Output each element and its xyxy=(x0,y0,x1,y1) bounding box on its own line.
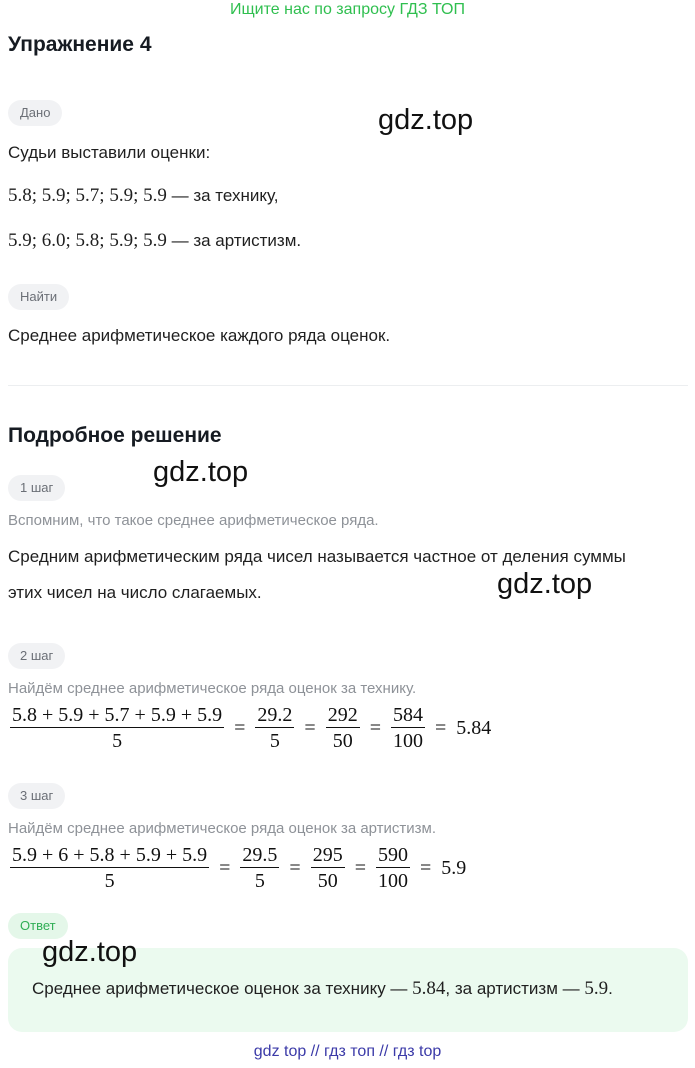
artistry-scores: 5.9; 6.0; 5.8; 5.9; 5.9 xyxy=(8,230,167,251)
promo-banner[interactable]: Ищите нас по запросу ГДЗ ТОП xyxy=(230,1,465,18)
fraction-numerator: 295 xyxy=(312,844,343,866)
given-row-technique xyxy=(8,185,279,207)
fraction-numerator: 5.8 + 5.9 + 5.7 + 5.9 + 5.9 xyxy=(12,704,223,726)
answer-suffix: . xyxy=(608,979,613,998)
section-divider xyxy=(8,385,688,386)
step-2-label: 2 шаг xyxy=(8,643,65,669)
equals-sign: = xyxy=(234,717,246,739)
step-2-result: 5.84 xyxy=(456,717,492,739)
answer-prefix: Среднее арифметическое оценок за технику — xyxy=(32,979,413,998)
fraction-denominator: 5 xyxy=(269,730,280,752)
step-3-badge xyxy=(8,783,65,809)
step-3-label: 3 шаг xyxy=(8,783,65,809)
step-1-hint: Вспомним, что такое среднее арифметическое ряда. xyxy=(8,512,379,529)
find-text: Среднее арифметическое каждого ряда оценок. xyxy=(8,326,391,345)
technique-scores: 5.8; 5.9; 5.7; 5.9; 5.9 xyxy=(8,185,167,206)
fraction-denominator: 5 xyxy=(112,730,123,752)
fraction-denominator: 5 xyxy=(254,870,265,892)
given-row-artistry xyxy=(8,230,301,252)
fraction xyxy=(10,843,209,894)
footer-links[interactable]: gdz top // гдз топ // гдз top xyxy=(253,1043,442,1060)
equals-sign: = xyxy=(419,857,432,879)
answer-label: Ответ xyxy=(8,913,68,939)
fraction-numerator: 5.9 + 6 + 5.8 + 5.9 + 5.9 xyxy=(12,844,208,866)
fraction xyxy=(326,703,360,754)
watermark: gdz.top xyxy=(497,568,593,600)
answer-middle: , за артистизм — xyxy=(445,979,585,998)
artistry-suffix: — за артистизм. xyxy=(166,231,302,250)
given-intro: Судьи выставили оценки: xyxy=(8,143,211,162)
page-title: Упражнение 4 xyxy=(8,33,152,56)
fraction-numerator: 292 xyxy=(327,704,358,726)
step-3-hint: Найдём среднее арифметическое ряда оценок за артистизм. xyxy=(8,820,437,837)
fraction xyxy=(311,843,345,894)
watermark: gdz.top xyxy=(378,104,474,136)
step-3-result: 5.9 xyxy=(441,857,467,879)
fraction xyxy=(376,843,410,894)
step-1-line-2: этих чисел на число слагаемых. xyxy=(8,583,262,602)
step-1-label: 1 шаг xyxy=(8,475,65,501)
answer-technique-value: 5.84 xyxy=(412,978,446,999)
equals-sign: = xyxy=(219,857,231,879)
step-1-badge xyxy=(8,475,65,501)
fraction-denominator: 50 xyxy=(317,870,338,892)
solution-title: Подробное решение xyxy=(8,424,222,447)
fraction-denominator: 100 xyxy=(392,730,423,752)
fraction xyxy=(391,703,425,754)
watermark: gdz.top xyxy=(42,936,138,968)
fraction-numerator: 29.2 xyxy=(257,704,293,726)
step-2-badge xyxy=(8,643,65,669)
step-3-equation xyxy=(10,843,466,894)
fraction-numerator: 590 xyxy=(377,844,408,866)
answer-artistry-value: 5.9 xyxy=(584,978,609,999)
fraction-numerator: 29.5 xyxy=(242,844,278,866)
equals-sign: = xyxy=(289,857,301,879)
technique-suffix: — за технику, xyxy=(166,186,279,205)
fraction-denominator: 50 xyxy=(332,730,353,752)
watermark: gdz.top xyxy=(153,456,249,488)
step-2-equation xyxy=(10,703,491,754)
fraction xyxy=(10,703,224,754)
given-label: Дано xyxy=(8,100,62,126)
given-badge xyxy=(8,100,62,126)
fraction xyxy=(240,843,279,894)
step-1-line-1: Средним арифметическим ряда чисел называется частное от деления суммы xyxy=(8,547,626,566)
fraction-numerator: 584 xyxy=(392,704,423,726)
equals-sign: = xyxy=(304,717,316,739)
fraction-denominator: 100 xyxy=(377,870,408,892)
fraction-denominator: 5 xyxy=(104,870,115,892)
equals-sign: = xyxy=(434,717,447,739)
fraction xyxy=(255,703,294,754)
find-label: Найти xyxy=(8,284,69,310)
find-badge xyxy=(8,284,69,310)
step-2-hint: Найдём среднее арифметическое ряда оценок за технику. xyxy=(8,680,417,697)
answer-text xyxy=(32,978,613,1000)
equals-sign: = xyxy=(369,717,381,739)
equals-sign: = xyxy=(354,857,366,879)
